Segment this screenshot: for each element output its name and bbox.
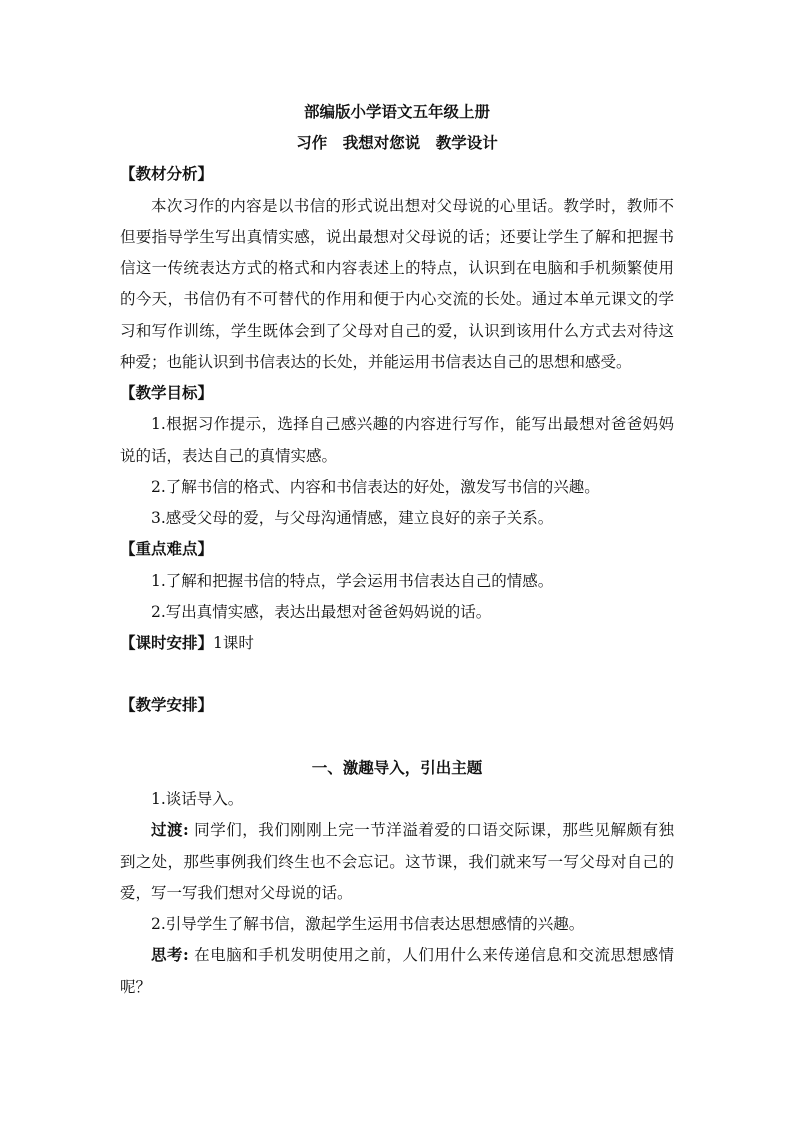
schedule-heading: 【课时安排】: [120, 633, 214, 652]
step-item: 2.引导学生了解书信，激起学生运用书信表达思想感情的兴趣。: [151, 915, 585, 933]
goals-heading: 【教学目标】: [120, 383, 214, 402]
analysis-line: 的今天，书信仍有不可替代的作用和便于内心交流的长处。通过本单元课文的学: [120, 290, 674, 308]
analysis-line: 本次习作的内容是以书信的形式说出想对父母说的心里话。教学时，教师不: [151, 197, 674, 215]
arrangement-heading: 【教学安排】: [120, 695, 214, 714]
transition-line: 爱，写一写我们想对父母说的话。: [120, 884, 353, 902]
step-item: 1.谈话导入。: [151, 790, 244, 808]
transition-text: 同学们，我们刚刚上完一节洋溢着爱的口语交际课，那些见解颇有独: [188, 821, 674, 839]
goal-item: 2.了解书信的格式、内容和书信表达的好处，激发写书信的兴趣。: [151, 478, 600, 496]
document-subtitle: 习作 我想对您说 教学设计: [296, 133, 498, 152]
document-title: 部编版小学语文五年级上册: [303, 102, 490, 121]
analysis-heading: 【教材分析】: [120, 164, 214, 183]
goal-item: 1.根据习作提示，选择自己感兴趣的内容进行写作，能写出最想对爸爸妈妈: [151, 415, 674, 433]
analysis-line: 种爱；也能认识到书信表达的长处，并能运用书信表达自己的思想和感受。: [120, 353, 632, 371]
goal-item: 3.感受父母的爱，与父母沟通情感，建立良好的亲子关系。: [151, 509, 554, 527]
think-text: 在电脑和手机发明使用之前，人们用什么来传递信息和交流思想感情: [188, 946, 674, 964]
analysis-line: 信这一传统表达方式的格式和内容表述上的特点，认识到在电脑和手机频繁使用: [120, 259, 674, 277]
keypoints-heading: 【重点难点】: [120, 539, 214, 558]
schedule-row: [120, 632, 674, 654]
transition-label: 过渡:: [151, 820, 189, 839]
analysis-line: 但要指导学生写出真情实感，说出最想对父母说的话；还要让学生了解和把握书: [120, 228, 674, 246]
transition-line: 到之处，那些事例我们终生也不会忘记。这节课，我们就来写一写父母对自己的: [120, 853, 674, 871]
keypoint-item: 1.了解和把握书信的特点，学会运用书信表达自己的情感。: [151, 572, 554, 590]
transition-line: [120, 819, 674, 841]
goal-item-continued: 说的话，表达自己的真情实感。: [120, 447, 338, 465]
keypoint-item: 2.写出真情实感，表达出最想对爸爸妈妈说的话。: [151, 603, 492, 621]
think-label: 思考:: [151, 945, 189, 964]
schedule-value: 1课时: [213, 634, 254, 652]
analysis-line: 习和写作训练，学生既体会到了父母对自己的爱，认识到该用什么方式去对待这: [120, 322, 674, 340]
think-line: 呢？: [120, 978, 152, 996]
section-heading: 一、激趣导入，引出主题: [311, 758, 483, 777]
think-line: [120, 944, 674, 966]
